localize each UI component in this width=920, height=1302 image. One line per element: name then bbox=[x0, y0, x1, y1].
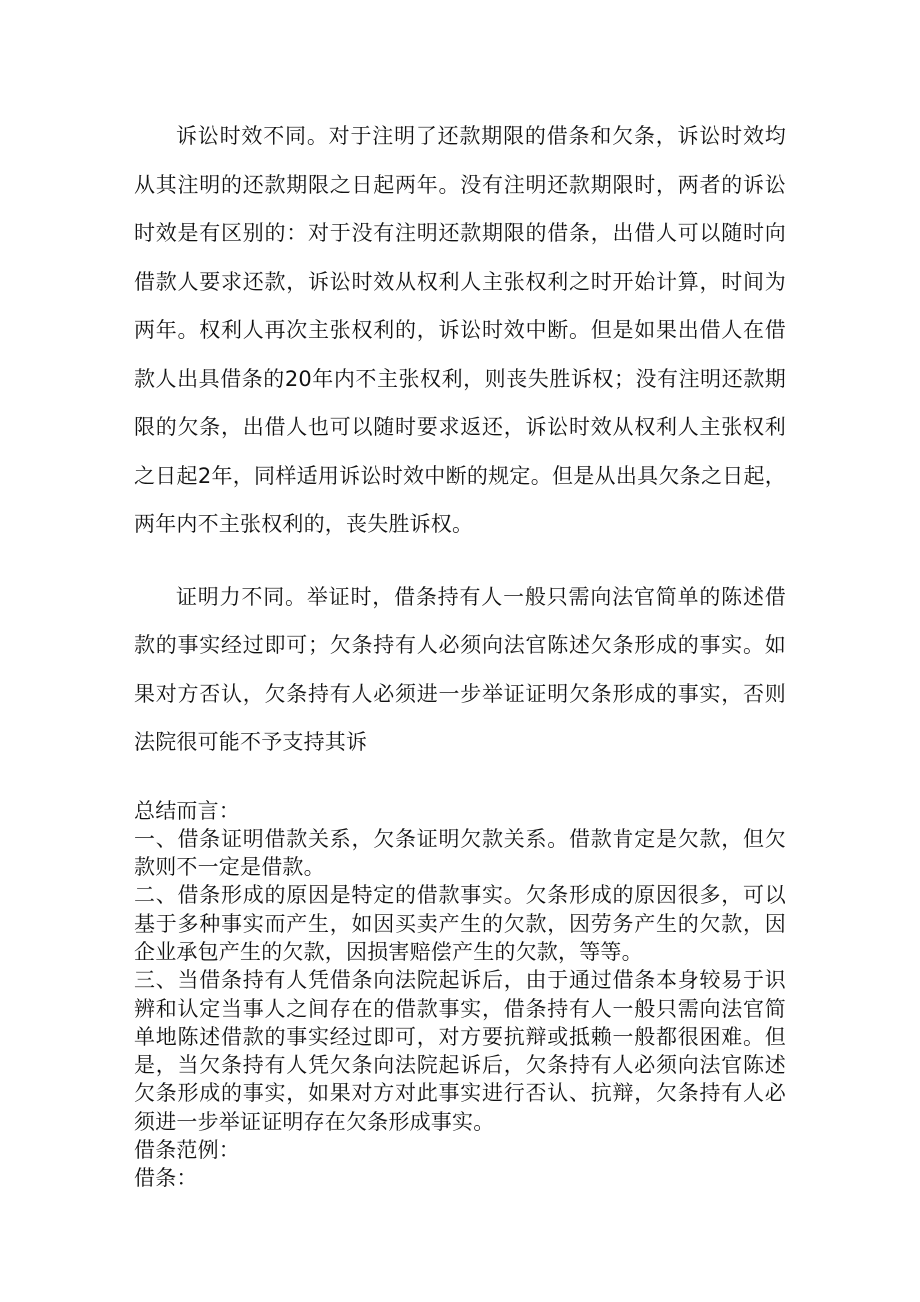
paragraph-probative-force: 证明力不同。举证时，借条持有人一般只需向法官简单的陈述借款的事实经过即可；欠条持有人必须向法官陈述欠条形成的事实。如果对方否认，欠条持有人必须进一步举证证明欠条形成的事实，否则法院很可能不予支持其诉 bbox=[134, 584, 786, 754]
summary-heading: 总结而言： bbox=[134, 798, 240, 823]
paragraph-statute-of-limitations: 诉讼时效不同。对于注明了还款期限的借条和欠条，诉讼时效均从其注明的还款期限之日起两年。没有注明还款期限时，两者的诉讼时效是有区别的：对于没有注明还款期限的借条，出借人可以随时向借款人要求还款，诉讼时效从权利人主张权利之时开始计算，时间为两年。权利人再次主张权利的，诉讼时效中断。但是如果出借人在借款人出具借条的20年内不主张权利，则丧失胜诉权；没有注明还款期限的欠条，出借人也可以随时要求返还，诉讼时效从权利人主张权利之日起2年，同样适用诉讼时效中断的规定。但是从出具欠条之日起，两年内不主张权利的，丧失胜诉权。 bbox=[134, 124, 786, 536]
example-heading: 借条范例： bbox=[134, 1138, 240, 1163]
summary-item-2: 二、借条形成的原因是特定的借款事实。欠条形成的原因很多，可以基于多种事实而产生，如因买卖产生的欠款，因劳务产生的欠款，因企业承包产生的欠款，因损害赔偿产生的欠款，等等。 bbox=[134, 883, 786, 964]
document-body bbox=[134, 112, 786, 1193]
summary-section bbox=[134, 797, 786, 1193]
summary-item-1: 一、借条证明借款关系，欠条证明欠款关系。借款肯定是欠款，但欠款则不一定是借款。 bbox=[134, 826, 786, 880]
example-title: 借条： bbox=[134, 1166, 198, 1191]
summary-item-3: 三、当借条持有人凭借条向法院起诉后，由于通过借条本身较易于识辨和认定当事人之间存在的借款事实，借条持有人一般只需向法官简单地陈述借款的事实经过即可，对方要抗辩或抵赖一般都很困难。但是，当欠条持有人凭欠条向法院起诉后，欠条持有人必须向法官陈述欠条形成的事实，如果对方对此事实进行否认、抗辩，欠条持有人必须进一步举证证明存在欠条形成事实。 bbox=[134, 968, 786, 1134]
